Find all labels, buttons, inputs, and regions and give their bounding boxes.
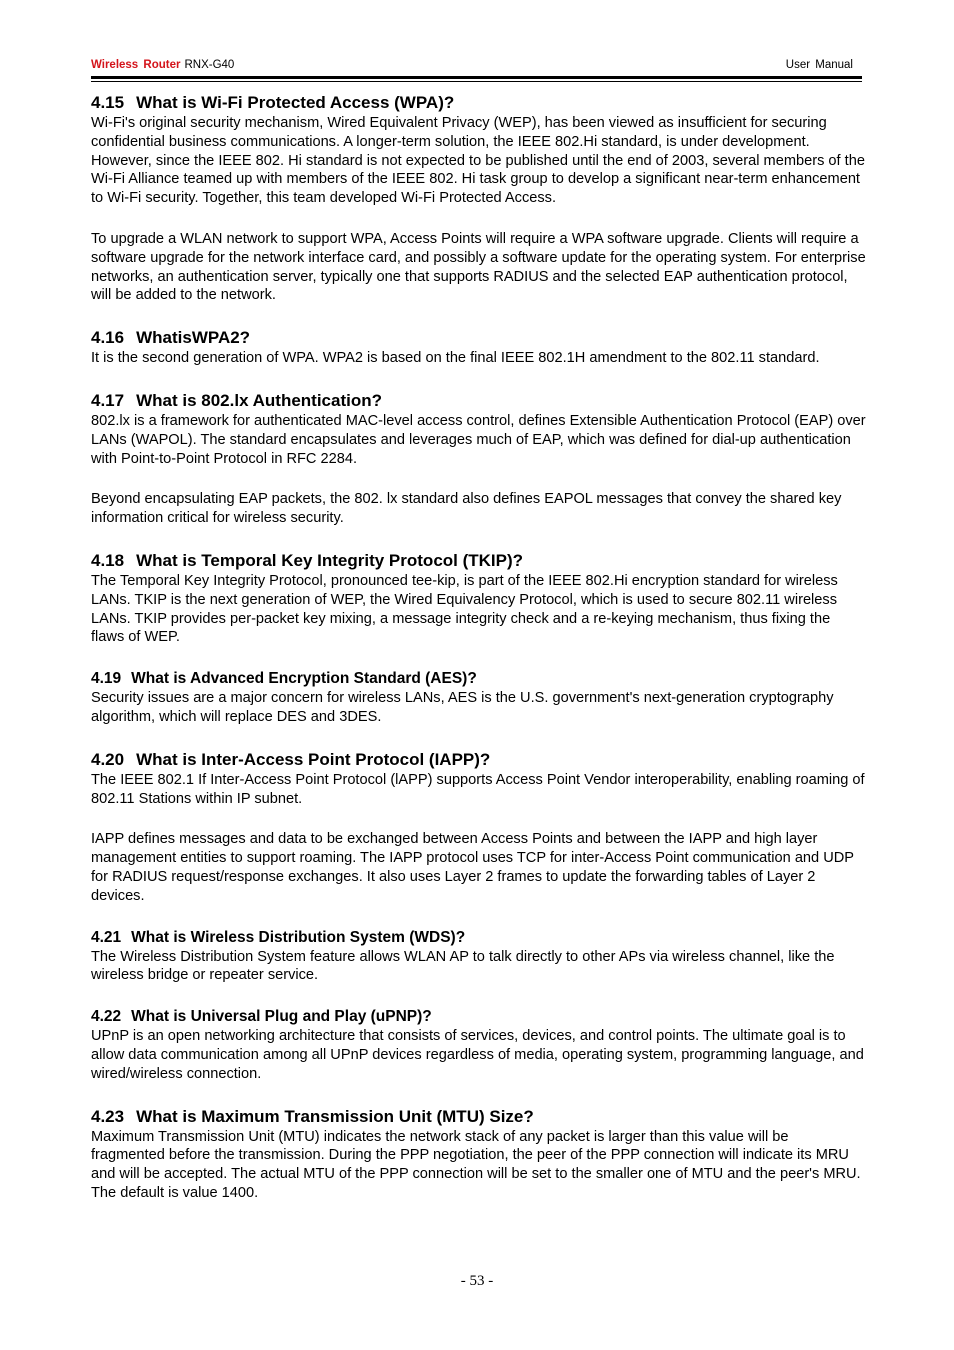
section-paragraph: Maximum Transmission Unit (MTU) indicates the network stack of any packet is larger than this value will be fragmented before the transmission. During the PPP negotiation, the peer of the PPP connection will indicate its MRU and will be accepted. The actual MTU of the PPP connection will be set to the smaller one of MTU and the peer's MRU. The default is value 1400. — [91, 1128, 861, 1201]
section-heading — [91, 550, 866, 572]
section-paragraph: The Wireless Distribution System feature allows WLAN AP to talk directly to other APs via wireless channel, like the wireless bridge or repeater service. — [91, 948, 835, 984]
section-4-21 — [91, 928, 866, 986]
section-paragraph: The Temporal Key Integrity Protocol, pronounced tee-kip, is part of the IEEE 802.Hi encryption standard for wireless LANs. TKIP is the next generation of WEP, the Wired Equivalency Protocol, which is used to secure 802.11 wireless LANs. TKIP provides per-packet key mixing, a message integrity check and a re-keying mechanism, thus fixing the flaws of WEP. — [91, 572, 838, 646]
page-header — [91, 57, 862, 73]
section-number: 4.15 — [91, 93, 125, 112]
section-number: 4.19 — [91, 670, 122, 688]
section-title: What is Wi-Fi Protected Access (WPA)? — [136, 93, 455, 112]
section-number: 4.16 — [91, 328, 125, 348]
section-4-15 — [91, 92, 866, 305]
section-number: 4.23 — [91, 1106, 125, 1126]
section-paragraph: It is the second generation of WPA. WPA2 is based on the final IEEE 802.1H amendment to the 802.11 standard. — [91, 350, 820, 367]
section-paragraph: UPnP is an open networking architecture that consists of services, devices, and control points. The ultimate goal is to allow data communication among all UPnP devices regardless of media, operating system, programming language, and wired/wireless connection. — [91, 1028, 864, 1082]
header-doc-type: User Manual — [785, 59, 853, 71]
section-number: 4.17 — [91, 390, 125, 410]
section-paragraph: Beyond encapsulating EAP packets, the 802. lx standard also defines EAPOL messages that convey the shared key information critical for wireless security. — [91, 491, 842, 527]
section-heading — [91, 1106, 866, 1128]
header-model: RNX-G40 — [184, 59, 235, 71]
section-title: What is Inter-Access Point Protocol (IAPP)? — [136, 749, 491, 769]
section-4-23 — [91, 1106, 866, 1203]
section-title: What is Maximum Transmission Unit (MTU) Size? — [136, 1106, 534, 1126]
section-title: What is 802.lx Authentication? — [136, 390, 382, 410]
section-paragraph: Wi-Fi's original security mechanism, Wired Equivalent Privacy (WEP), has been viewed as insufficient for securing confidential business communications. A longer-term solution, the IEEE 802.Hi standard, is under development. However, since the IEEE 802. Hi standard is not expected to be published until the end of 2003, several members of the Wi-Fi Alliance teamed up with members of the IEEE 802. Hi task group to develop a significant near-term enhancement to Wi-Fi security. Together, this team developed Wi-Fi Protected Access. — [91, 115, 865, 207]
section-paragraph: To upgrade a WLAN network to support WPA, Access Points will require a WPA software upgrade. Clients will require a software upgrade for the network interface card, and possibly a software update for the operating system. For enterprise networks, an authentication server, typically one that supports RADIUS and the selected EAP authentication protocol, will be added to the network. — [91, 230, 866, 304]
section-4-22 — [91, 1007, 866, 1083]
section-number: 4.21 — [91, 928, 122, 946]
section-heading — [91, 928, 866, 948]
section-title: What is Universal Plug and Play (uPNP)? — [131, 1008, 432, 1026]
section-paragraph: IAPP defines messages and data to be exchanged between Access Points and between the IAPP and high layer management entities to support roaming. The IAPP protocol uses TCP for inter-Access Point communication and UDP for RADIUS request/response exchanges. It also uses Layer 2 frames to update the forwarding tables of Layer 2 devices. — [91, 831, 854, 904]
section-number: 4.18 — [91, 550, 125, 570]
section-4-20 — [91, 749, 866, 906]
section-heading — [91, 327, 866, 349]
section-4-19 — [91, 669, 866, 727]
header-rule-thick — [91, 76, 862, 79]
section-paragraph: The IEEE 802.1 If Inter-Access Point Protocol (lAPP) supports Access Point Vendor interoperability, enabling roaming of 802.11 Stations within IP subnet. — [91, 771, 865, 807]
page-number: - 53 - — [460, 1273, 494, 1289]
section-paragraph: 802.lx is a framework for authenticated MAC-level access control, defines Extensible Authentication Protocol (EAP) over LANs (WAPOL). The standard encapsulates and leverages much of EAP, which was defined for dial-up authentication with Point-to-Point Protocol in RFC 2284. — [91, 412, 866, 467]
section-number: 4.20 — [91, 749, 125, 769]
section-title: What is Wireless Distribution System (WDS)? — [131, 928, 466, 946]
header-brand: Wireless Router — [91, 59, 181, 71]
section-heading — [91, 1007, 866, 1027]
section-4-18 — [91, 550, 866, 647]
section-title: What is Temporal Key Integrity Protocol (TKIP)? — [136, 550, 524, 570]
section-heading — [91, 749, 866, 771]
section-4-16 — [91, 327, 866, 368]
section-number: 4.22 — [91, 1008, 122, 1026]
header-rule-thin — [91, 81, 862, 82]
section-heading — [91, 669, 866, 689]
section-title: WhatisWPA2? — [136, 328, 251, 348]
section-4-17 — [91, 390, 866, 528]
section-title: What is Advanced Encryption Standard (AES)? — [131, 670, 477, 688]
section-heading — [91, 92, 866, 114]
page-content — [91, 92, 866, 1203]
section-heading — [91, 390, 866, 412]
section-paragraph: Security issues are a major concern for wireless LANs, AES is the U.S. government's next-generation cryptography algorithm, which will replace DES and 3DES. — [91, 690, 834, 725]
